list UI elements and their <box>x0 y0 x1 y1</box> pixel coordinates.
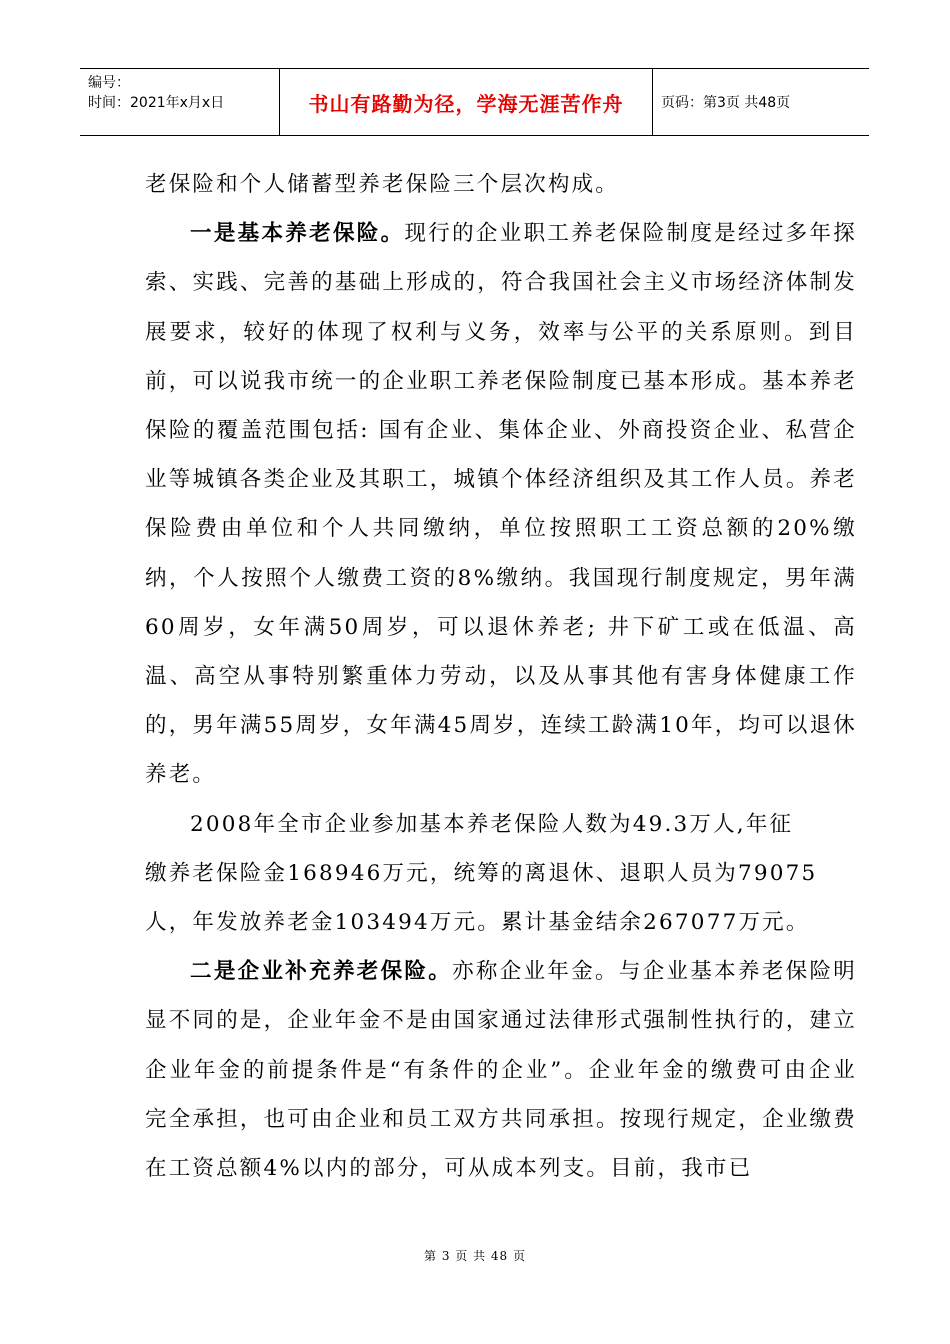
header-motto: 书山有路勤为径，学海无涯苦作舟 <box>280 69 653 135</box>
paragraph-4-heading: 二是企业补充养老保险。 <box>190 959 453 985</box>
page-footer: 第 3 页 共 48 页 <box>424 1249 526 1263</box>
paragraph-1: 老保险和个人储蓄型养老保险三个层次构成。 <box>145 172 620 197</box>
paragraph-4 <box>145 947 857 1193</box>
document-time: 时间：2021年x月x日 <box>88 95 225 111</box>
paragraph-3-line-3: 人，年发放养老金103494万元。累计基金结余267077万元。 <box>145 910 810 936</box>
paragraph-2-text: 现行的企业职工养老保险制度是经过多年探索、实践、完善的基础上形成的，符合我国社会主义市场经济体制发展要求，较好的体现了权利与义务，效率与公平的关系原则。到目前，可以说我市统一的企业职工养老保险制度已基本形成。基本养老保险的覆盖范围包括: 国有企业、集体企业、外商投资企业、私营企业等城镇各类企业及其职工，城镇个体经济组织及其工作人员。养老保险费由单位和个人共同缴纳，单位按照职工工资总额的20%缴纳，个人按照个人缴费工资的8%缴纳。我国现行制度规定，男年满60周岁，女年满50周岁，可以退休养老; 井下矿工或在低温、高温、高空从事特别繁重体力劳动，以及从事其他有害身体健康工作的，男年满55周岁，女年满45周岁，连续工龄满10年，均可以退休养老。 <box>145 221 857 788</box>
paragraph-2 <box>145 209 857 799</box>
paragraph-3-line-1: 2008年全市企业参加基本养老保险人数为49.3万人,年征 <box>190 811 794 837</box>
paragraph-3-line-2: 缴养老保险金168946万元，统筹的离退休、退职人员为79075 <box>145 860 818 886</box>
paragraph-2-heading: 一是基本养老保险。 <box>190 221 405 247</box>
header-page-code: 页码：第3页 共48页 <box>661 95 791 111</box>
paragraph-4-text: 亦称企业年金。与企业基本养老保险明显不同的是，企业年金不是由国家通过法律形式强制性执行的，建立企业年金的前提条件是“有条件的企业”。企业年金的缴费可由企业完全承担，也可由企业和员工双方共同承担。按现行规定，企业缴费在工资总额4%以内的部分，可从成本列支。目前，我市已 <box>145 959 858 1182</box>
document-body <box>145 160 857 1193</box>
header-meta <box>80 69 280 135</box>
page-header <box>80 68 869 136</box>
document-code-label: 编号： <box>88 75 130 91</box>
